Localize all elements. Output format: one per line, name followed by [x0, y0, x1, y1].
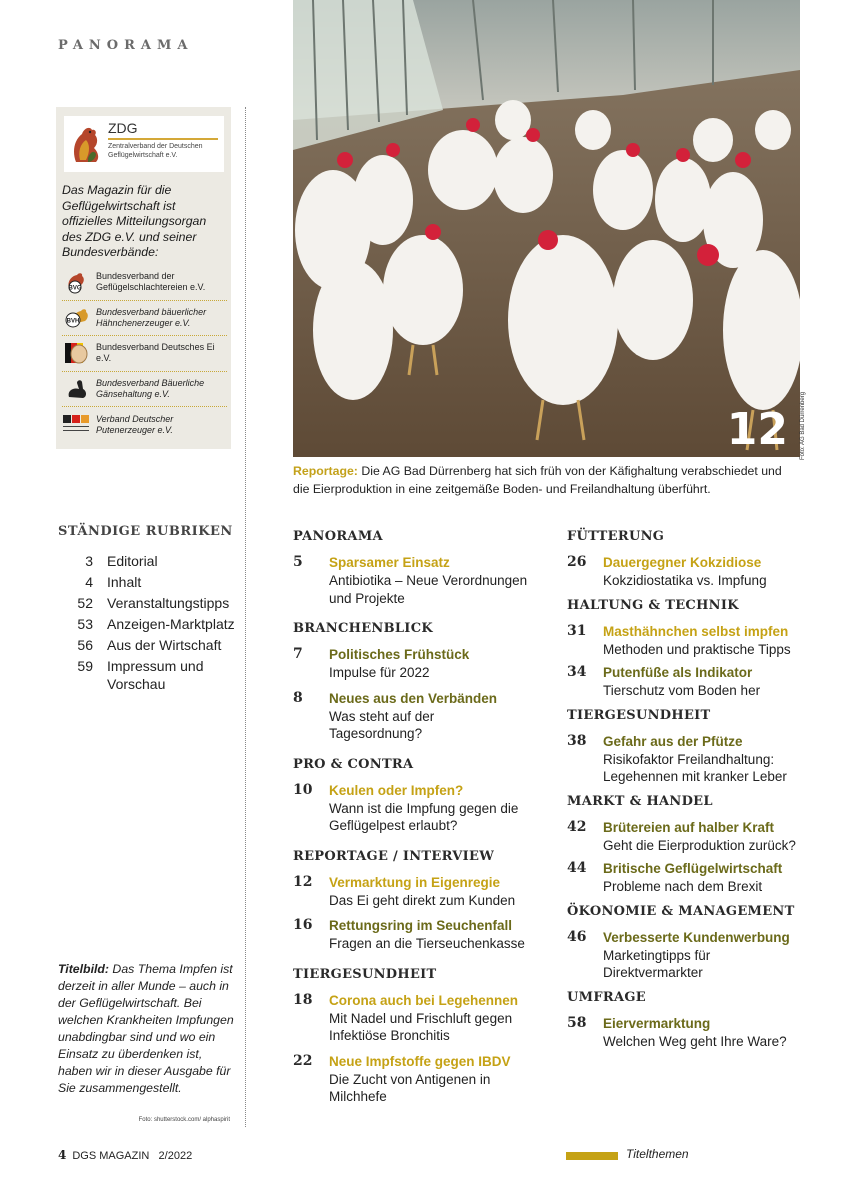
association-name: Bundesverband bäuerlicher Hähnchenerzeuger e.V.: [96, 306, 207, 328]
toc-entry: [567, 733, 817, 786]
toc-entry: [293, 874, 543, 910]
toc-entry-subtitle: Fragen an die Tierseuchenkasse: [329, 936, 525, 951]
toc-section: [293, 967, 543, 1106]
toc-entry-title: Sparsamer Einsatz: [329, 555, 450, 570]
rubrik-page-number: 59: [77, 658, 93, 674]
toc-page-number: 58: [567, 1014, 587, 1031]
toc-entry-body: [603, 819, 817, 855]
footer-issue: 2/2022: [158, 1150, 193, 1162]
legend-swatch: [566, 1152, 618, 1160]
toc-entry-subtitle: Tierschutz vom Boden her: [603, 683, 761, 698]
toc-section: [567, 904, 817, 982]
toc-page-number: 46: [567, 928, 587, 945]
svg-text:BVG: BVG: [68, 285, 82, 292]
toc-page-number: 22: [293, 1052, 313, 1069]
photo-credit: Foto: AG Bad Dürrenberg: [800, 391, 806, 460]
toc-entry-title: Eiervermarktung: [603, 1015, 711, 1031]
toc-entry-title: Keulen oder Impfen?: [329, 782, 464, 798]
toc-entry-subtitle: Was steht auf der Tagesordnung?: [329, 708, 435, 741]
toc-section-heading: FÜTTERUNG: [567, 529, 665, 544]
toc-entry-body: [603, 929, 817, 982]
toc-entry-title: Brütereien auf halber Kraft: [603, 819, 775, 835]
toc-entry: [293, 690, 543, 743]
rubrik-label: Impressum und Vorschau: [107, 658, 204, 692]
rubrik-page-number: 53: [77, 616, 93, 632]
association-name: Bundesverband der Geflügelschlachtereien e.V.: [96, 271, 206, 293]
toc-entry: [293, 554, 543, 607]
egg-flag-icon: [62, 340, 92, 366]
rubrik-item: [58, 635, 238, 656]
toc-entry-title: Rettungsring im Seuchenfall: [329, 918, 513, 933]
toc-section: [567, 794, 817, 896]
toc-entry-body: [329, 690, 543, 743]
association-item: [62, 336, 227, 372]
cover-photo: [293, 0, 800, 457]
turkey-logo-icon: [62, 412, 92, 438]
toc-section-heading: UMFRAGE: [567, 989, 646, 1005]
toc-entry-subtitle: Risikofaktor Freilandhaltung: Legehennen mit kranker Leber: [603, 751, 787, 784]
zdg-logo: [64, 116, 224, 172]
toc-entry-subtitle: Probleme nach dem Brexit: [603, 879, 763, 894]
toc-section-heading: REPORTAGE / INTERVIEW: [293, 848, 495, 864]
toc-entry: [567, 664, 817, 700]
zdg-logo-divider: [108, 138, 218, 140]
toc-entry: [567, 623, 817, 659]
toc-right-column: [567, 529, 817, 1058]
toc-entry-title: Dauergegner Kokzidiose: [603, 555, 762, 570]
toc-entry-title: Neues aus den Verbänden: [329, 690, 498, 706]
toc-entry-subtitle: Geht die Eierproduktion zurück?: [603, 837, 796, 853]
toc-entry-subtitle: Marketingtipps für Direktvermarkter: [603, 947, 711, 980]
toc-entry-body: [603, 860, 817, 896]
toc-entry-body: [329, 1053, 543, 1106]
toc-page-number: 26: [567, 554, 587, 570]
toc-entry-body: [603, 733, 817, 786]
toc-page-number: 44: [567, 860, 587, 876]
association-item: [62, 407, 227, 443]
toc-section: [567, 708, 817, 786]
toc-page-number: 38: [567, 732, 587, 749]
toc-entry-body: [603, 554, 817, 590]
toc-section-heading: TIERGESUNDHEIT: [567, 707, 711, 723]
toc-entry: [567, 929, 817, 982]
toc-entry-body: [603, 1015, 817, 1051]
zdg-logo-title: ZDG: [108, 120, 138, 136]
toc-page-number: 12: [293, 873, 313, 890]
toc-entry-subtitle: Kokzidiostatika vs. Impfung: [603, 573, 767, 588]
cover-label: Titelbild:: [58, 962, 110, 976]
rubrik-item: [58, 593, 238, 614]
rubrik-item: [58, 572, 238, 593]
association-name: Bundesverband Deutsches Ei e.V.: [96, 342, 215, 364]
toc-entry: [567, 860, 817, 896]
rooster-icon: [68, 122, 104, 166]
toc-page-number: 10: [293, 781, 313, 798]
cover-description: [58, 961, 238, 1097]
toc-entry: [567, 1015, 817, 1051]
toc-entry-title: Politisches Frühstück: [329, 647, 470, 662]
photo-page-number: 12: [726, 404, 788, 455]
toc-section-heading: ÖKONOMIE & MANAGEMENT: [567, 903, 795, 919]
toc-section: [293, 849, 543, 953]
rubriken-heading: STÄNDIGE RUBRIKEN: [58, 524, 233, 539]
toc-section: [293, 621, 543, 743]
toc-section-heading: MARKT & HANDEL: [567, 793, 713, 809]
toc-entry-body: [329, 554, 543, 607]
rubrik-item: [58, 656, 238, 695]
toc-entry-subtitle: Methoden und praktische Tipps: [603, 641, 791, 657]
toc-entry-subtitle: Welchen Weg geht Ihre Ware?: [603, 1033, 787, 1049]
goose-icon: [62, 376, 92, 402]
caption-label: Reportage:: [293, 464, 358, 478]
toc-entry: [293, 917, 543, 953]
section-header: PANORAMA: [58, 38, 194, 53]
association-name: Verband Deutscher Putenerzeuger e.V.: [96, 413, 174, 435]
rubrik-label: Veranstaltungstipps: [107, 595, 230, 611]
rubrik-label: Inhalt: [107, 574, 142, 590]
toc-entry-body: [603, 623, 817, 659]
toc-section: [567, 990, 817, 1051]
toc-entry-body: [603, 664, 817, 700]
toc-entry-subtitle: Die Zucht von Antigenen in Milchhefe: [329, 1071, 491, 1104]
toc-section-heading: PANORAMA: [293, 529, 383, 544]
toc-entry: [293, 782, 543, 835]
toc-section: [293, 757, 543, 835]
toc-entry-title: Corona auch bei Legehennen: [329, 992, 519, 1008]
toc-entry-subtitle: Mit Nadel und Frischluft gegen Infektiöse Bronchitis: [329, 1010, 513, 1043]
footer-magazine: DGS MAGAZIN: [72, 1150, 150, 1162]
toc-section-heading: TIERGESUNDHEIT: [293, 966, 437, 982]
toc-entry-subtitle: Antibiotika – Neue Verordnungen und Projekte: [329, 573, 528, 606]
zdg-logo-subtitle: Zentralverband der Deutschen Geflügelwirtschaft e.V.: [108, 143, 203, 159]
toc-entry-body: [329, 917, 543, 953]
rubrik-item: [58, 551, 238, 572]
bvh-logo-icon: [62, 305, 92, 331]
zdg-info-box: [56, 107, 231, 449]
toc-page-number: 16: [293, 917, 313, 933]
toc-page-number: 5: [293, 554, 303, 570]
rubrik-label: Aus der Wirtschaft: [107, 637, 222, 653]
toc-entry-title: Masthähnchen selbst impfen: [603, 623, 789, 639]
rubrik-page-number: 52: [77, 595, 93, 611]
toc-entry-title: Vermarktung in Eigenregie: [329, 874, 501, 890]
toc-entry-title: Britische Geflügelwirtschaft: [603, 861, 783, 876]
toc-entry-subtitle: Impulse für 2022: [329, 665, 430, 680]
toc-section-heading: HALTUNG & TECHNIK: [567, 597, 739, 613]
toc-left-column: [293, 529, 543, 1120]
toc-entry-subtitle: Wann ist die Impfung gegen die Geflügelpest erlaubt?: [329, 800, 519, 833]
svg-text:BVH: BVH: [66, 318, 80, 325]
page-footer: [58, 1148, 192, 1162]
caption-text: Die AG Bad Dürrenberg hat sich früh von der Käfighaltung verabschiedet und die Eierproduktion in eine zeitgemäße Boden- und Freilandhaltung überführt.: [293, 464, 782, 496]
toc-section: [567, 598, 817, 700]
rubrik-label: Editorial: [107, 553, 158, 569]
toc-section-heading: PRO & CONTRA: [293, 756, 414, 772]
toc-page-number: 31: [567, 622, 587, 639]
toc-section-heading: BRANCHENBLICK: [293, 621, 433, 636]
rubrik-page-number: 4: [85, 574, 93, 590]
photo-caption: [293, 462, 793, 498]
association-list: [62, 265, 227, 443]
sidebar-divider: [245, 107, 246, 1127]
toc-entry: [293, 1053, 543, 1106]
toc-entry-body: [329, 646, 543, 682]
rubrik-page-number: 56: [77, 637, 93, 653]
association-name: Bundesverband Bäuerliche Gänsehaltung e.V.: [96, 377, 205, 399]
toc-section: [293, 529, 543, 607]
toc-page-number: 18: [293, 991, 313, 1008]
toc-entry-title: Neue Impfstoffe gegen IBDV: [329, 1053, 511, 1069]
rubrik-item: [58, 614, 238, 635]
rubriken-list: [58, 551, 238, 695]
cover-text: Das Thema Impfen ist derzeit in aller Munde – auch in der Geflügelwirtschaft. Bei welchen Krankheiten Impfungen unabdingbar sind und wo ein Einsatz zu überdenken ist, haben wir in dieser Ausgabe für Sie zusammengestellt.: [58, 962, 234, 1095]
zdg-description: Das Magazin für die Geflügelwirtschaft ist offizielles Mitteilungsorgan des ZDG e.V. und seiner Bundesverbände:: [62, 183, 207, 259]
association-item: [62, 301, 227, 337]
toc-entry: [293, 646, 543, 682]
association-item: [62, 372, 227, 408]
chicken-barn-photo: [293, 0, 800, 457]
toc-entry-body: [329, 992, 543, 1045]
legend-label: Titelthemen: [626, 1147, 689, 1161]
toc-page-number: 7: [293, 646, 303, 662]
toc-section: [567, 529, 817, 590]
cover-credit: Foto: shutterstock.com/ alphaspirit: [138, 1117, 230, 1123]
toc-page-number: 34: [567, 664, 587, 680]
footer-page-number: 4: [58, 1148, 67, 1162]
toc-entry-title: Verbesserte Kundenwerbung: [603, 929, 790, 945]
toc-entry: [567, 554, 817, 590]
toc-entry: [567, 819, 817, 855]
toc-entry-body: [329, 782, 543, 835]
toc-entry-subtitle: Das Ei geht direkt zum Kunden: [329, 892, 516, 908]
toc-page-number: 8: [293, 689, 303, 706]
toc-entry-title: Gefahr aus der Pfütze: [603, 733, 743, 749]
toc-page-number: 42: [567, 818, 587, 835]
toc-entry-title: Putenfüße als Indikator: [603, 665, 753, 680]
toc-entry: [293, 992, 543, 1045]
bvg-logo-icon: [62, 269, 92, 295]
rubrik-page-number: 3: [85, 553, 93, 569]
toc-entry-body: [329, 874, 543, 910]
rubrik-label: Anzeigen-Marktplatz: [107, 616, 235, 632]
association-item: [62, 265, 227, 301]
